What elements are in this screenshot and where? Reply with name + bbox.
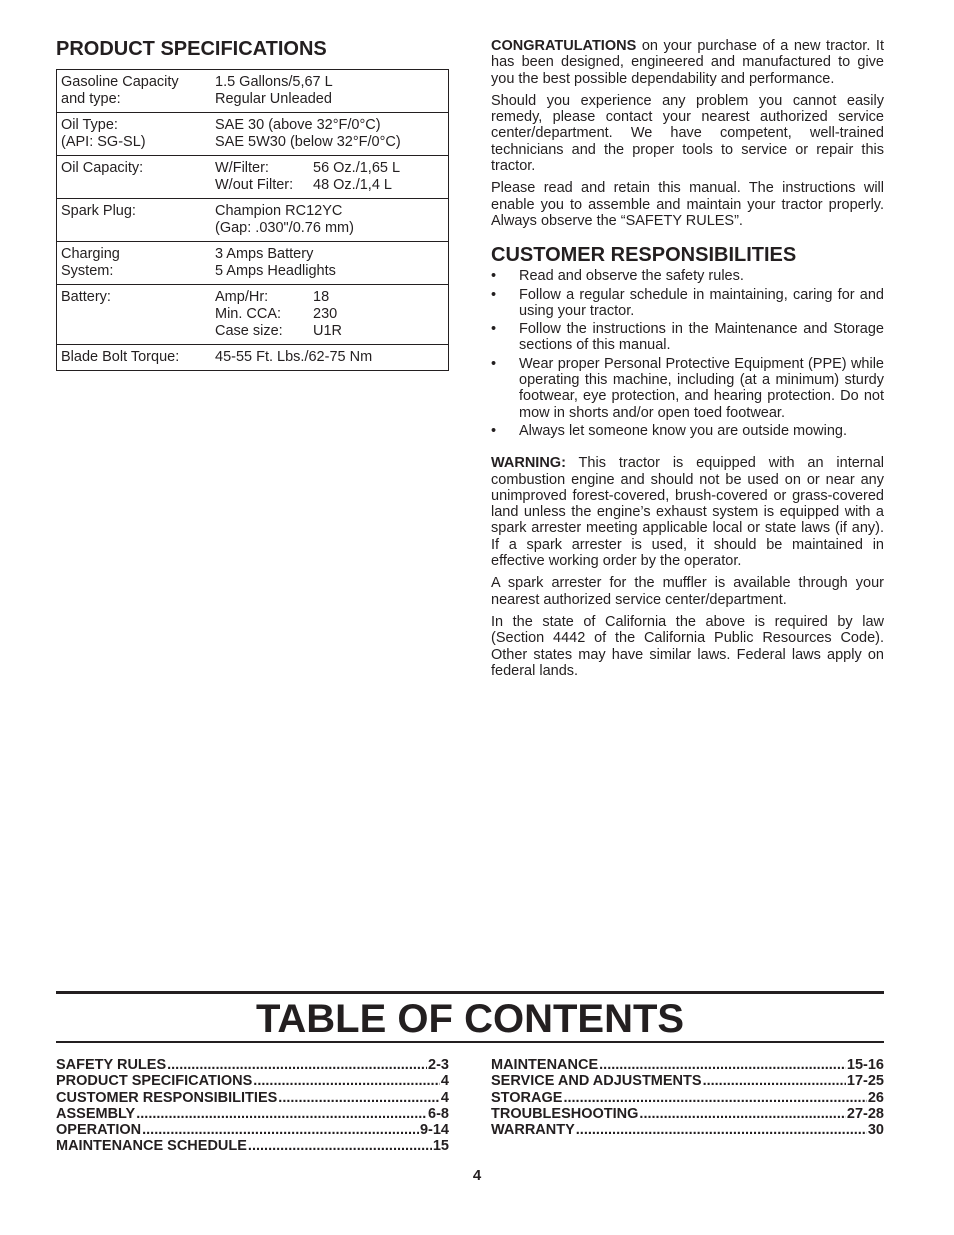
toc-entry-label: MAINTENANCE xyxy=(491,1057,599,1073)
spec-sub-label: Amp/Hr: xyxy=(215,289,269,305)
spec-value-line: 1.5 Gallons/5,67 L xyxy=(215,74,333,90)
spec-label xyxy=(57,113,212,156)
spec-value xyxy=(211,345,449,371)
congratulations-lead: CONGRATULATIONS xyxy=(491,38,637,54)
service-paragraph: Should you experience any problem you cannot easily remedy, please contact your nearest authorized service center/department. We have competent, well-trained technicians and the proper tools to service or repair this tractor. xyxy=(491,92,884,175)
warning-text: This tractor is equipped with an internal combustion engine and should not be used on or near any unimproved forest-covered, brush-covered or grass-covered land unless the engine’s exhaust system is equipped with a spark arrester meeting applicable local or state laws (if any). If a spark arrester is used, it should be maintained in effective working order by the operator. xyxy=(491,455,884,570)
spec-value-line: SAE 5W30 (below 32°F/0°C) xyxy=(215,134,401,150)
toc-entry-label: STORAGE xyxy=(491,1089,563,1106)
toc-leader-dots xyxy=(563,1090,866,1106)
toc-entry-page: 15-16 xyxy=(846,1057,884,1073)
product-specifications-title: PRODUCT SPECIFICATIONS xyxy=(56,38,327,60)
toc-entry-label: OPERATION xyxy=(56,1122,142,1139)
manual-paragraph: Please read and retain this manual. The instructions will enable you to assemble and maintain your tractor properly. Always observe the “SAFETY RULES”. xyxy=(491,180,884,229)
toc-leader-dots xyxy=(639,1106,845,1122)
spec-label xyxy=(57,156,212,199)
spec-sub-label: W/out Filter: xyxy=(215,177,294,193)
spec-label xyxy=(57,285,212,345)
toc-leader-dots xyxy=(278,1090,440,1106)
spec-value xyxy=(211,70,449,113)
warning-paragraph xyxy=(491,455,884,569)
toc-entry-page: 30 xyxy=(867,1122,884,1139)
toc-left-column xyxy=(56,1057,449,1155)
table-row xyxy=(57,113,449,156)
spec-label-line: Spark Plug: xyxy=(61,203,136,219)
spec-value xyxy=(211,242,449,285)
toc-entry-operation[interactable] xyxy=(56,1122,449,1138)
bullet-icon: • xyxy=(491,355,497,372)
spec-label-line: System: xyxy=(61,263,114,279)
spec-label-line: Battery: xyxy=(61,289,111,305)
toc-entry-label: TROUBLESHOOTING xyxy=(491,1105,639,1122)
customer-responsibilities-title: CUSTOMER RESPONSIBILITIES xyxy=(491,244,797,267)
spec-value xyxy=(211,156,449,199)
toc-entry-service-and-adjustments[interactable] xyxy=(491,1073,884,1089)
spec-sub-label: W/Filter: xyxy=(215,160,269,176)
toc-entry-troubleshooting[interactable] xyxy=(491,1106,884,1122)
specifications-table xyxy=(56,69,449,371)
california-law-paragraph: In the state of California the above is required by law (Section 4442 of the California Public Resources Code). Other states may have similar laws. Federal laws apply on federal lands. xyxy=(491,613,884,679)
toc-leader-dots xyxy=(142,1122,419,1138)
toc-right-column xyxy=(491,1057,884,1138)
table-row xyxy=(57,199,449,242)
toc-entry-page: 4 xyxy=(440,1073,449,1090)
spec-value xyxy=(211,113,449,156)
spec-value-line: 45-55 Ft. Lbs./62-75 Nm xyxy=(215,349,373,365)
toc-entry-label: SERVICE AND ADJUSTMENTS xyxy=(491,1073,702,1090)
bullet-icon: • xyxy=(491,422,497,439)
spec-sub-label: Min. CCA: xyxy=(215,306,282,322)
spark-arrester-paragraph: A spark arrester for the muffler is available through your nearest authorized service center/department. xyxy=(491,575,884,608)
bullet-icon: • xyxy=(491,268,497,285)
toc-entry-page: 17-25 xyxy=(846,1073,884,1090)
list-item-text: Follow a regular schedule in maintaining, caring for and using your tractor. xyxy=(519,286,884,319)
product-specifications-section xyxy=(56,36,449,371)
toc-entry-page: 2-3 xyxy=(428,1057,449,1073)
table-row xyxy=(57,285,449,345)
spec-value-line: 5 Amps Headlights xyxy=(215,263,336,279)
toc-entry-label: MAINTENANCE SCHEDULE xyxy=(56,1138,247,1155)
toc-leader-dots xyxy=(136,1106,427,1122)
toc-leader-dots xyxy=(703,1073,846,1089)
toc-bottom-rule xyxy=(56,1041,884,1043)
toc-leader-dots xyxy=(599,1057,846,1073)
spec-value-line: SAE 30 (above 32°F/0°C) xyxy=(215,117,381,133)
toc-leader-dots xyxy=(167,1057,427,1073)
spec-sub-value: 230 xyxy=(313,306,338,322)
list-item-text: Follow the instructions in the Maintenance and Storage sections of this manual. xyxy=(519,321,884,354)
spec-value xyxy=(211,285,449,345)
spec-label-line: (API: SG-SL) xyxy=(61,134,146,150)
toc-entry-page: 26 xyxy=(867,1089,884,1106)
list-item-text: Wear proper Personal Protective Equipment (PPE) while operating this machine, including (at a minimum) sturdy footwear, eye protection, and hearing protection. Do not mow in shorts and/or open toed footwear. xyxy=(519,355,884,421)
bullet-icon: • xyxy=(491,321,497,338)
list-item xyxy=(491,268,884,284)
toc-leader-dots xyxy=(253,1073,440,1089)
toc-entry-assembly[interactable] xyxy=(56,1106,449,1122)
toc-title: TABLE OF CONTENTS xyxy=(255,997,685,1041)
spec-sub-value: 48 Oz./1,4 L xyxy=(313,177,392,193)
bullet-icon: • xyxy=(491,286,497,303)
spec-value-line: Champion RC12YC xyxy=(215,203,343,219)
table-row xyxy=(57,156,449,199)
list-item xyxy=(491,356,884,421)
table-row xyxy=(57,242,449,285)
spec-label-line: and type: xyxy=(61,91,121,107)
spec-label xyxy=(57,345,212,371)
spec-sub-label: Case size: xyxy=(215,323,283,339)
toc-entry-maintenance-schedule[interactable] xyxy=(56,1138,449,1154)
toc-entry-label: WARRANTY xyxy=(491,1122,575,1139)
spec-label-line: Oil Capacity: xyxy=(61,160,144,176)
congratulations-text: on your purchase of a new tractor. It has been designed, engineered and manufactured to give you the best possible dependability and performance. xyxy=(491,38,884,87)
spec-label xyxy=(57,70,212,113)
toc-entry-warranty[interactable] xyxy=(491,1122,884,1138)
toc-entry-safety-rules[interactable] xyxy=(56,1057,449,1073)
warning-lead: WARNING: xyxy=(491,455,566,472)
congratulations-paragraph xyxy=(491,38,884,87)
toc-entry-page: 9-14 xyxy=(419,1122,449,1139)
spec-sub-value: 56 Oz./1,65 L xyxy=(313,160,401,176)
intro-and-responsibilities xyxy=(491,38,884,685)
toc-entry-label: ASSEMBLY xyxy=(56,1105,136,1122)
table-row xyxy=(57,345,449,371)
toc-entry-customer-responsibilities[interactable] xyxy=(56,1090,449,1106)
toc-top-rule xyxy=(56,991,884,994)
list-item-text: Read and observe the safety rules. xyxy=(519,268,744,285)
toc-entry-storage[interactable] xyxy=(491,1090,884,1106)
spec-value xyxy=(211,199,449,242)
spec-sub-value: 18 xyxy=(313,289,330,305)
toc-entry-label: SAFETY RULES xyxy=(56,1057,167,1073)
spec-sub-value: U1R xyxy=(313,323,343,339)
list-item xyxy=(491,287,884,320)
toc-entry-page: 15 xyxy=(432,1138,449,1155)
spec-label-line: Blade Bolt Torque: xyxy=(61,349,180,365)
toc-entry-page: 27-28 xyxy=(846,1105,884,1122)
toc-leader-dots xyxy=(248,1138,432,1154)
toc-entry-page: 6-8 xyxy=(428,1105,449,1122)
toc-entry-product-specifications[interactable] xyxy=(56,1073,449,1089)
spec-label-line: Oil Type: xyxy=(61,117,118,133)
responsibilities-list xyxy=(491,268,884,439)
list-item-text: Always let someone know you are outside mowing. xyxy=(519,422,848,439)
table-row xyxy=(57,70,449,113)
spec-label-line: Gasoline Capacity xyxy=(61,74,179,90)
spec-value-line: (Gap: .030"/0.76 mm) xyxy=(215,220,354,236)
toc-entry-page: 4 xyxy=(440,1089,449,1106)
spec-value-line: 3 Amps Battery xyxy=(215,246,314,262)
toc-entry-maintenance[interactable] xyxy=(491,1057,884,1073)
toc-entry-label: CUSTOMER RESPONSIBILITIES xyxy=(56,1089,278,1106)
spec-label-line: Charging xyxy=(61,246,120,262)
toc-entry-label: PRODUCT SPECIFICATIONS xyxy=(56,1073,253,1090)
spec-label xyxy=(57,199,212,242)
spec-value-line: Regular Unleaded xyxy=(215,91,332,107)
page-number: 4 xyxy=(472,1167,482,1184)
list-item xyxy=(491,321,884,354)
list-item xyxy=(491,423,884,439)
toc-leader-dots xyxy=(576,1122,867,1138)
spec-label xyxy=(57,242,212,285)
